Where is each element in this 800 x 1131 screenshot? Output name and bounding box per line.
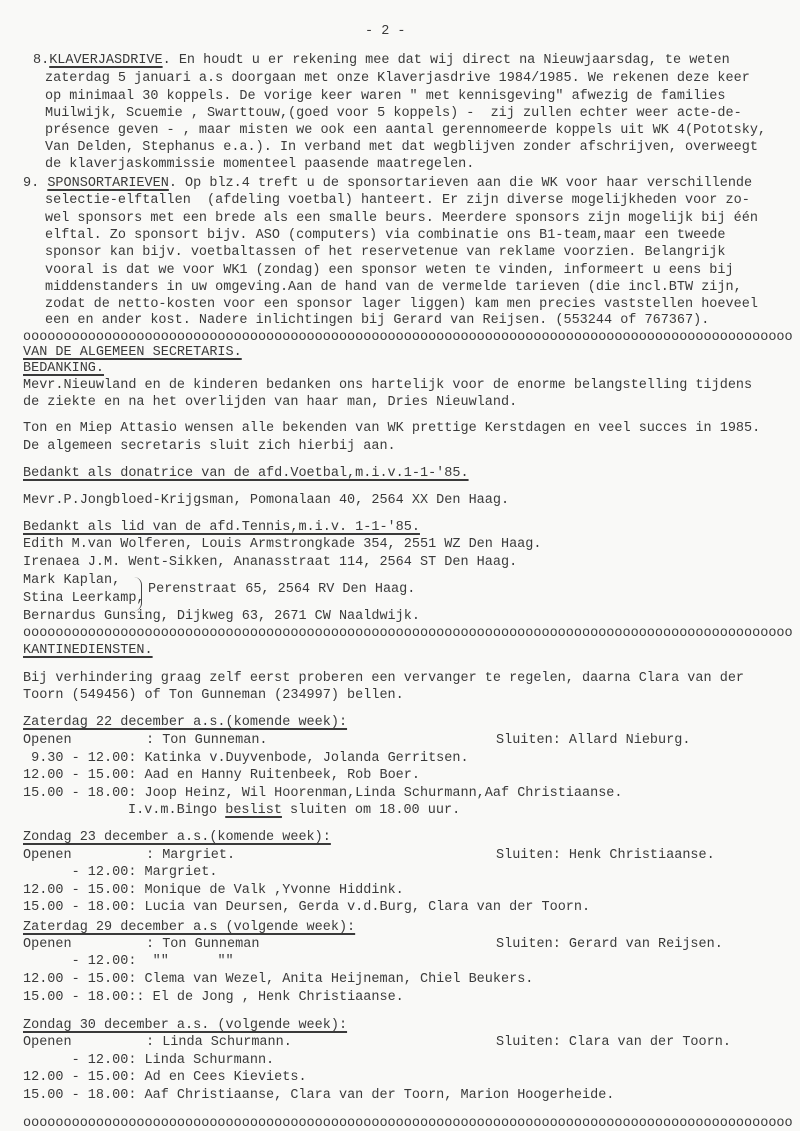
member-name: Mark Kaplan, <box>23 573 121 588</box>
text-line: de ziekte en na het overlijden van haar man, Dries Nieuwland. <box>23 395 518 410</box>
member-line: Irenaea J.M. Went-Sikken, Ananasstraat 114, 2564 ST Den Haag. <box>23 555 518 570</box>
slot-time: - 12.00 <box>23 865 129 880</box>
schedule-row <box>23 990 404 1005</box>
note-text: sluiten om 18.00 uur. <box>281 803 461 818</box>
text-line: vooral is dat we voor WK1 (zondag) een sponsor weten te vinden, informeert u eens bij <box>45 263 734 278</box>
slot-names: : Katinka v.Duyvenbode, Jolanda Gerritsen. <box>128 751 469 766</box>
schedule-open-row <box>23 1035 731 1050</box>
item-number: 9. <box>23 176 40 191</box>
schedule-row <box>23 883 404 898</box>
member-name: Stina Leerkamp, <box>23 591 145 606</box>
schedule-open-row <box>23 937 723 952</box>
schedule-row <box>23 786 623 801</box>
subheading: Bedankt als donatrice van de afd.Voetbal,m.i.v.1-1-'85. <box>23 466 469 481</box>
text-line: wel sponsors met een brede als een smalle beurs. Meerdere sponsors zijn mogelijk bij één <box>45 211 758 226</box>
open-name: : Ton Gunneman. <box>146 733 268 748</box>
slot-time: 15.00 - 18.00 <box>23 990 129 1005</box>
schedule-open-row <box>23 733 690 748</box>
slot-names: : Aad en Hanny Ruitenbeek, Rob Boer. <box>128 768 420 783</box>
text-line: Van Delden, Stephanus e.a.). In verband met dat wegblijven zonder afschrijven, overweegt <box>45 140 758 155</box>
slot-time: - 12.00 <box>23 954 129 969</box>
text-line: middenstanders in uw omgeving.Aan de hand van de vermelde tarieven (die incl.BTW zijn, <box>45 280 742 295</box>
open-name: : Linda Schurmann. <box>146 1035 292 1050</box>
slot-names: : Ad en Cees Kieviets. <box>128 1070 307 1085</box>
item-heading: KLAVERJASDRIVE <box>49 53 163 68</box>
subheading: BEDANKING. <box>23 361 105 376</box>
text-line: zodat de netto-kosten voor een sponsor lager liggen) kam men precies vaststellen hoeveel <box>45 297 758 312</box>
slot-time: 15.00 - 18.00 <box>23 900 129 915</box>
schedule-row <box>23 768 420 783</box>
member-line: Edith M.van Wolferen, Louis Armstrongkade 354, 2551 WZ Den Haag. <box>23 537 542 552</box>
day-heading: Zondag 30 december a.s. (volgende week): <box>23 1018 348 1033</box>
text-line: selectie-elftallen (afdeling voetbal) hanteert. Er zijn diverse mogelijkheden voor zo- <box>45 193 750 208</box>
schedule-row <box>23 1053 274 1068</box>
slot-names: : Aaf Christiaanse, Clara van der Toorn, Marion Hoogerheide. <box>128 1088 615 1103</box>
close-name: Sluiten: Clara van der Toorn. <box>496 1035 731 1050</box>
schedule-open-row <box>23 848 715 863</box>
member-line: Bernardus Gunsing, Dijkweg 63, 2671 CW Naaldwijk. <box>23 609 420 624</box>
item-number: 8. <box>33 53 50 68</box>
slot-time: 15.00 - 18.00 <box>23 786 129 801</box>
close-name: Sluiten: Gerard van Reijsen. <box>496 937 723 952</box>
slot-time: 9.30 - 12.00 <box>23 751 129 766</box>
brace-icon <box>133 577 142 611</box>
open-label: Openen <box>23 848 72 863</box>
divider: ooooooooooooooooooooooooooooooooooooooooooooooooooooooooooooooooooooooooooooooooooooooooooooooo <box>23 626 793 641</box>
slot-time: - 12.00 <box>23 1053 129 1068</box>
slot-names: : Clema van Wezel, Anita Heijneman, Chiel Beukers. <box>128 972 534 987</box>
text-line: De algemeen secretaris sluit zich hierbij aan. <box>23 439 396 454</box>
open-label: Openen <box>23 937 72 952</box>
text-line: Toorn (549456) of Ton Gunneman (234997) bellen. <box>23 688 404 703</box>
note-emphasis: beslist <box>225 803 282 818</box>
open-label: Openen <box>23 733 72 748</box>
slot-names: : Lucia van Deursen, Gerda v.d.Burg, Clara van der Toorn. <box>128 900 591 915</box>
text-line: op minimaal 30 koppels. De vorige keer waren " met kennisgeving" afwezig de families <box>45 89 726 104</box>
day-heading: Zaterdag 29 december a.s (volgende week): <box>23 920 356 935</box>
schedule-row <box>23 751 469 766</box>
slot-names: : "" "" <box>128 954 234 969</box>
schedule-note <box>128 803 460 818</box>
subheading: Bedankt als lid van de afd.Tennis,m.i.v. 1-1-'85. <box>23 520 420 535</box>
schedule-row <box>23 1070 307 1085</box>
page-number: - 2 - <box>365 24 406 39</box>
schedule-row <box>23 954 234 969</box>
slot-names: : Joop Heinz, Wil Hoorenman,Linda Schurmann,Aaf Christiaanse. <box>128 786 623 801</box>
slot-time: 12.00 - 15.00 <box>23 972 129 987</box>
slot-names: :: El de Jong , Henk Christiaanse. <box>128 990 404 1005</box>
text-line: . En houdt u er rekening mee dat wij direct na Nieuwjaarsdag, te weten <box>162 53 730 68</box>
text-line: Mevr.P.Jongbloed-Krijgsman, Pomonalaan 40, 2564 XX Den Haag. <box>23 493 510 508</box>
item-9-first-line <box>23 176 752 191</box>
close-name: Sluiten: Allard Nieburg. <box>496 733 691 748</box>
slot-names: : Linda Schurmann. <box>128 1053 275 1068</box>
text-line: sponsor kan bijv. voetbaltassen of het reservetenue van reklame voorzien. Belangrijk <box>45 245 726 260</box>
text-line: zaterdag 5 januari a.s doorgaan met onze Klaverjasdrive 1984/1985. We rekenen deze keer <box>45 71 750 86</box>
schedule-row <box>23 972 533 987</box>
text-line: een en ander kost. Nadere inlichtingen bij Gerard van Reijsen. (553244 of 767367). <box>45 313 710 328</box>
schedule-row <box>23 1088 614 1103</box>
slot-time: 12.00 - 15.00 <box>23 883 129 898</box>
divider: ooooooooooooooooooooooooooooooooooooooooooooooooooooooooooooooooooooooooooooooooooooooooooooooo <box>23 330 793 345</box>
open-name: : Ton Gunneman <box>146 937 260 952</box>
slot-time: 15.00 - 18.00 <box>23 1088 129 1103</box>
slot-names: : Monique de Valk ,Yvonne Hiddink. <box>128 883 404 898</box>
item-heading: SPONSORTARIEVEN <box>47 176 169 191</box>
section-heading: VAN DE ALGEMEEN SECRETARIS. <box>23 345 242 360</box>
divider: ooooooooooooooooooooooooooooooooooooooooooooooooooooooooooooooooooooooooooooooooooooooooooooooo <box>23 1116 793 1131</box>
text-line: présence geven - , maar misten we ook een aantal gerennomeerde koppels uit WK 4(Pototsky, <box>45 123 767 138</box>
section-heading: KANTINEDIENSTEN. <box>23 643 153 658</box>
day-heading: Zondag 23 december a.s.(komende week): <box>23 830 331 845</box>
slot-time: 12.00 - 15.00 <box>23 768 129 783</box>
day-heading: Zaterdag 22 december a.s.(komende week): <box>23 715 348 730</box>
shared-address: Perenstraat 65, 2564 RV Den Haag. <box>148 582 416 597</box>
text-line: Mevr.Nieuwland en de kinderen bedanken ons hartelijk voor de enorme belangstelling tijdens <box>23 378 753 393</box>
text-line: . Op blz.4 treft u de sponsortarieven aan die WK voor haar verschillende <box>168 176 753 191</box>
close-name: Sluiten: Henk Christiaanse. <box>496 848 715 863</box>
open-label: Openen <box>23 1035 72 1050</box>
text-line: Ton en Miep Attasio wensen alle bekenden van WK prettige Kerstdagen en veel succes in 1985. <box>23 421 761 436</box>
text-line: de klaverjaskommissie momenteel paasende maatregelen. <box>45 157 475 172</box>
text-line: elftal. Zo sponsort bijv. ASO (computers) via combinatie ons B1-team,maar een tweede <box>45 228 726 243</box>
open-name: : Margriet. <box>146 848 236 863</box>
note-text: I.v.m.Bingo <box>128 803 226 818</box>
slot-names: : Margriet. <box>128 865 218 880</box>
schedule-row <box>23 900 590 915</box>
schedule-row <box>23 865 217 880</box>
text-line: Bij verhindering graag zelf eerst proberen een vervanger te regelen, daarna Clara van der <box>23 671 745 686</box>
item-8-first-line <box>33 53 730 68</box>
text-line: Muilwijk, Scuemie , Swarttouw,(goed voor 5 koppels) - zij zullen echter weer acte-de- <box>45 106 742 121</box>
slot-time: 12.00 - 15.00 <box>23 1070 129 1085</box>
